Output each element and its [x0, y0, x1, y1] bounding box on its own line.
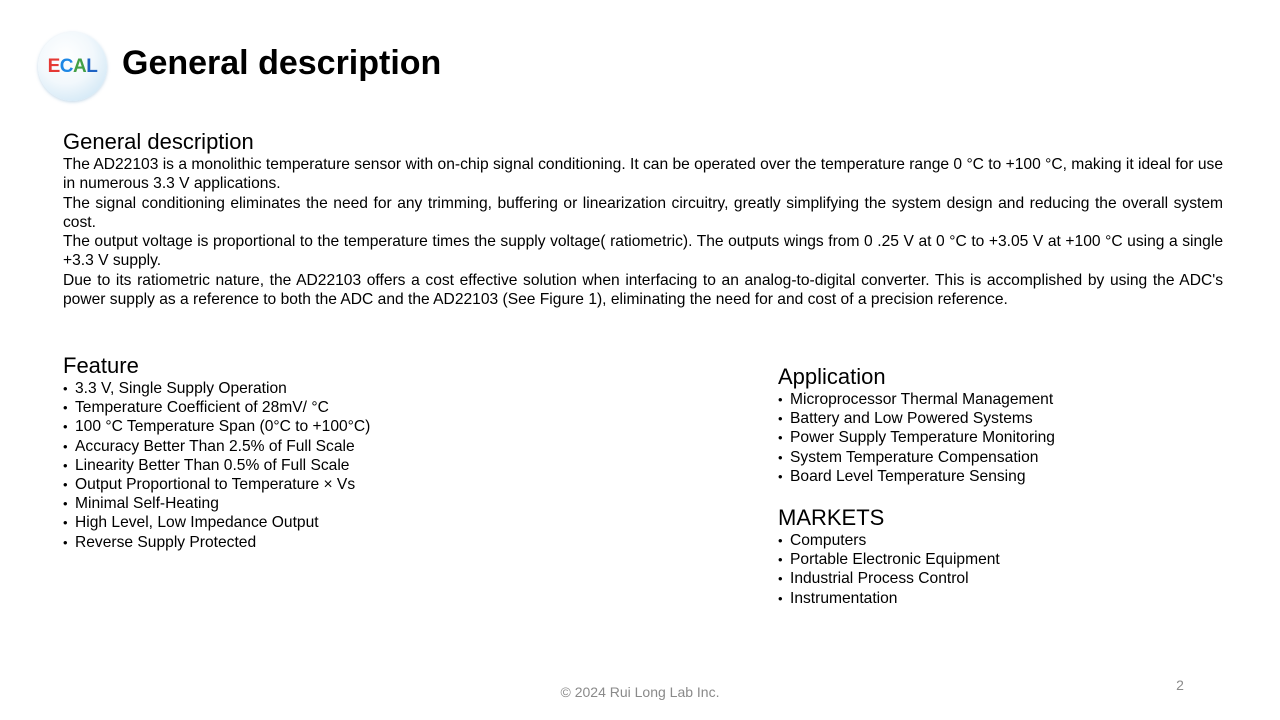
bullet-icon: •: [63, 457, 68, 473]
list-item: [63, 475, 370, 494]
list-item-text: Instrumentation: [790, 589, 898, 607]
list-item: [778, 428, 1055, 447]
list-item-text: Accuracy Better Than 2.5% of Full Scale: [75, 437, 355, 455]
list-item: [63, 398, 370, 417]
list-item: [63, 456, 370, 475]
list-item-text: Microprocessor Thermal Management: [790, 391, 1054, 408]
bullet-icon: •: [63, 438, 68, 454]
application-section: [778, 364, 1055, 486]
bullet-icon: •: [63, 496, 68, 512]
list-item: [778, 409, 1055, 428]
bullet-icon: •: [778, 571, 783, 587]
bullet-icon: •: [63, 381, 68, 396]
logo-letter-l: L: [86, 55, 98, 77]
description-paragraph: Due to its ratiometric nature, the AD22103 offers a cost effective solution when interfacing to an analog-to-digital converter. This is accomplished by using the ADC's power supply as a reference to both the ADC and the AD22103 (See Figure 1), eliminating the need for and cost of a precision reference.: [63, 271, 1223, 309]
logo-letter-a: A: [73, 55, 87, 77]
general-description-heading: General description: [63, 129, 254, 154]
application-list: [778, 390, 1055, 486]
bullet-icon: •: [63, 419, 68, 435]
footer-copyright: © 2024 Rui Long Lab Inc.: [560, 684, 720, 700]
bullet-icon: •: [63, 477, 68, 493]
list-item: [63, 494, 370, 513]
description-paragraph: The AD22103 is a monolithic temperature sensor with on-chip signal conditioning. It can be operated over the temperature range 0 °C to +100 °C, making it ideal for use in numerous 3.3 V applications.: [63, 156, 1223, 193]
markets-section: [778, 505, 1000, 608]
list-item: [778, 569, 1000, 588]
ecal-logo: [38, 32, 107, 101]
page-number: 2: [1176, 677, 1184, 693]
bullet-icon: •: [63, 515, 68, 531]
list-item: [63, 379, 370, 398]
list-item-text: System Temperature Compensation: [790, 448, 1039, 466]
list-item-text: Portable Electronic Equipment: [790, 551, 1000, 569]
list-item-text: Temperature Coefficient of 28mV/ °C: [75, 399, 329, 417]
bullet-icon: •: [778, 590, 783, 606]
bullet-icon: •: [778, 430, 783, 446]
bullet-icon: •: [778, 392, 783, 407]
list-item-text: 100 °C Temperature Span (0°C to +100°C): [75, 418, 371, 436]
logo-letter-e: E: [47, 55, 60, 77]
list-item: [63, 513, 370, 532]
list-item-text: 3.3 V, Single Supply Operation: [75, 380, 287, 397]
bullet-icon: •: [778, 411, 783, 427]
list-item: [778, 531, 1000, 550]
list-item: [63, 533, 370, 552]
list-item-text: Board Level Temperature Sensing: [790, 467, 1026, 485]
logo-wordmark: [48, 56, 98, 78]
list-item-text: Battery and Low Powered Systems: [790, 410, 1033, 428]
bullet-icon: •: [778, 468, 783, 484]
slide-title: General description: [122, 44, 442, 82]
list-item: [63, 417, 370, 436]
list-item-text: Minimal Self-Heating: [75, 495, 219, 513]
logo-letter-c: C: [59, 55, 74, 77]
markets-heading: MARKETS: [778, 505, 885, 530]
list-item-text: Output Proportional to Temperature × Vs: [75, 476, 356, 494]
list-item: [778, 390, 1055, 409]
feature-section: [63, 353, 370, 552]
list-item-text: Linearity Better Than 0.5% of Full Scale: [75, 456, 350, 474]
list-item-text: High Level, Low Impedance Output: [75, 514, 319, 532]
bullet-icon: •: [63, 534, 68, 550]
list-item: [778, 448, 1055, 467]
feature-list: [63, 379, 370, 552]
description-paragraph: The signal conditioning eliminates the need for any trimming, buffering or linearization circuitry, greatly simplifying the system design and reducing the overall system cost.: [63, 194, 1223, 231]
bullet-icon: •: [778, 533, 783, 548]
list-item-text: Industrial Process Control: [790, 570, 969, 588]
markets-list: [778, 531, 1000, 608]
list-item: [63, 437, 370, 456]
general-description-body: [63, 155, 1223, 309]
bullet-icon: •: [63, 400, 68, 416]
list-item: [778, 550, 1000, 569]
bullet-icon: •: [778, 552, 783, 568]
list-item-text: Computers: [790, 532, 867, 549]
list-item-text: Reverse Supply Protected: [75, 533, 257, 551]
list-item: [778, 467, 1055, 486]
list-item-text: Power Supply Temperature Monitoring: [790, 429, 1055, 447]
feature-heading: Feature: [63, 353, 139, 378]
bullet-icon: •: [778, 449, 783, 465]
application-heading: Application: [778, 364, 886, 389]
description-paragraph: The output voltage is proportional to the temperature times the supply voltage( ratiometric). The outputs wings from 0 .25 V at 0 °C to +3.05 V at +100 °C using a single +3.3 V supply.: [63, 233, 1223, 270]
list-item: [778, 589, 1000, 608]
